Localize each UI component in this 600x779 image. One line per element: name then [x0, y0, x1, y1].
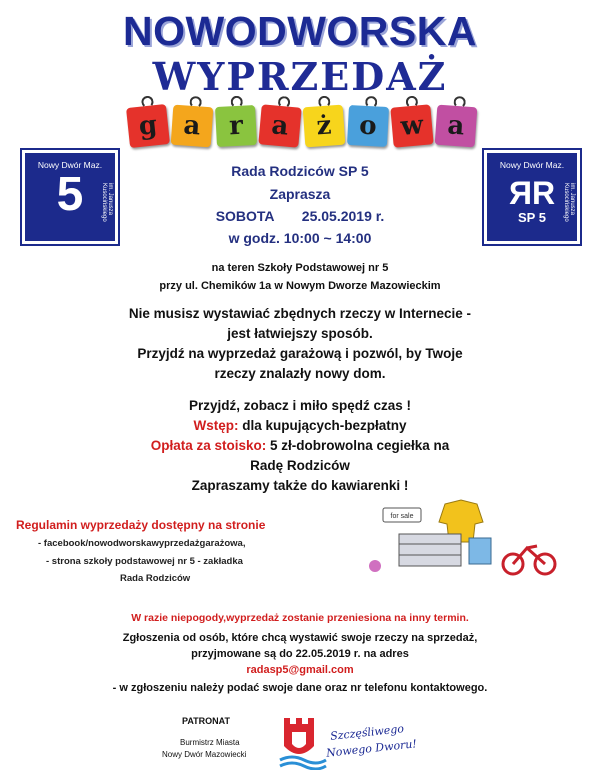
event-hours: w godz. 10:00 ~ 14:00 [228, 230, 372, 246]
details-line1: Przyjdź, zobacz i miło spędź czas ! [188, 398, 412, 413]
pitch-line1: Nie musisz wystawiać zbędnych rzeczy w Internecie - [128, 306, 472, 321]
logo-left-number: 5 [56, 168, 84, 221]
fee-value: 5 zł-dobrowolna cegiełka na [270, 438, 450, 453]
tag-letter: a [435, 105, 478, 148]
event-date [0, 208, 600, 224]
fee-line2: Radę Rodziców [250, 458, 350, 473]
apply-line1: Zgłoszenia od osób, które chcą wystawić swoje rzeczy na sprzedaż, [122, 632, 478, 644]
logo-right-top-text: Nowy Dwór Maz. [499, 160, 565, 170]
patron-line2: Nowy Dwór Mazowiecki [162, 750, 247, 759]
garage-sale-illustration [365, 498, 565, 578]
tag-letter: a [171, 105, 214, 148]
box-shape [469, 538, 491, 564]
rules-title: Regulamin wyprzedaży dostępny na stronie [16, 518, 266, 532]
patron-line1: Burmistrz Miasta [180, 738, 240, 747]
sale-tag [383, 508, 421, 522]
pitch-line3: Przyjdź na wyprzedaż garażową i pozwól, by Twoje [137, 346, 463, 361]
apply-line2: przyjmowane są do 22.05.2019 r. na adres [191, 648, 409, 660]
rules-line3: Rada Rodziców [120, 573, 191, 584]
pitch-line2: jest łatwiejszy sposób. [227, 326, 373, 341]
location-line2: przy ul. Chemików 1a w Nowym Dworze Mazowieckim [159, 280, 441, 292]
contact-email[interactable]: radasp5@gmail.com [246, 664, 354, 676]
logo-left-top-text: Nowy Dwór Maz. [37, 160, 103, 170]
location-line1: na teren Szkoły Podstawowej nr 5 [211, 262, 389, 274]
rules-line2: - strona szkoły podstawowej nr 5 - zakładka [46, 556, 243, 567]
city-crest-icon [278, 714, 328, 770]
cafe-line: Zapraszamy także do kawiarenki ! [191, 478, 409, 493]
rules-line1: - facebook/nowodworskawyprzedażgarażowa, [38, 538, 246, 549]
sale-tag-text: for sale [390, 513, 414, 520]
logo-left-side-text: im. Janusza Kusocińskiego [101, 183, 113, 222]
logo-right-bottom-text: SP 5 [518, 210, 546, 225]
event-date-value: 25.05.2019 r. [301, 208, 385, 224]
toy-ball-shape [369, 560, 381, 572]
dresser-shape [399, 534, 461, 566]
weather-note: W razie niepogody,wyprzedaż zostanie przeniesiona na inny termin. [131, 612, 469, 624]
fee-label: Opłata za stoisko: [150, 438, 267, 453]
logo-right-side-text: im. Janusza Kusocińskiego [563, 183, 575, 222]
entry-label: Wstęp: [193, 418, 239, 433]
pitch-line4: rzeczy znalazły nowy dom. [214, 366, 386, 381]
slogan-line2: Nowego Dworu! [325, 737, 418, 760]
logo-right-mark: ЯR [508, 175, 556, 211]
slogan-line1: Szczęśliwego [329, 722, 405, 743]
poster-title: NOWODWORSKA [123, 8, 477, 54]
poster-subtitle: WYPRZEDAŻ [152, 54, 448, 99]
patronat-label: PATRONAT [182, 716, 230, 726]
tag-letter: g [126, 104, 170, 148]
organizer: Rada Rodziców SP 5 [231, 163, 369, 179]
tag-letter: w [390, 104, 433, 147]
entry-line [0, 418, 600, 433]
tag-letter: o [347, 105, 389, 147]
garage-tags [128, 98, 488, 150]
tag-letter: r [215, 105, 257, 147]
entry-value: dla kupujących-bezpłatny [242, 418, 407, 433]
fee-line [0, 438, 600, 453]
tag-letter: ż [303, 105, 346, 148]
apply-line3: - w zgłoszeniu należy podać swoje dane oraz nr telefonu kontaktowego. [112, 682, 488, 694]
event-day: SOBOTA [215, 208, 275, 224]
tag-letter: a [258, 104, 301, 147]
invite: Zaprasza [269, 186, 331, 202]
